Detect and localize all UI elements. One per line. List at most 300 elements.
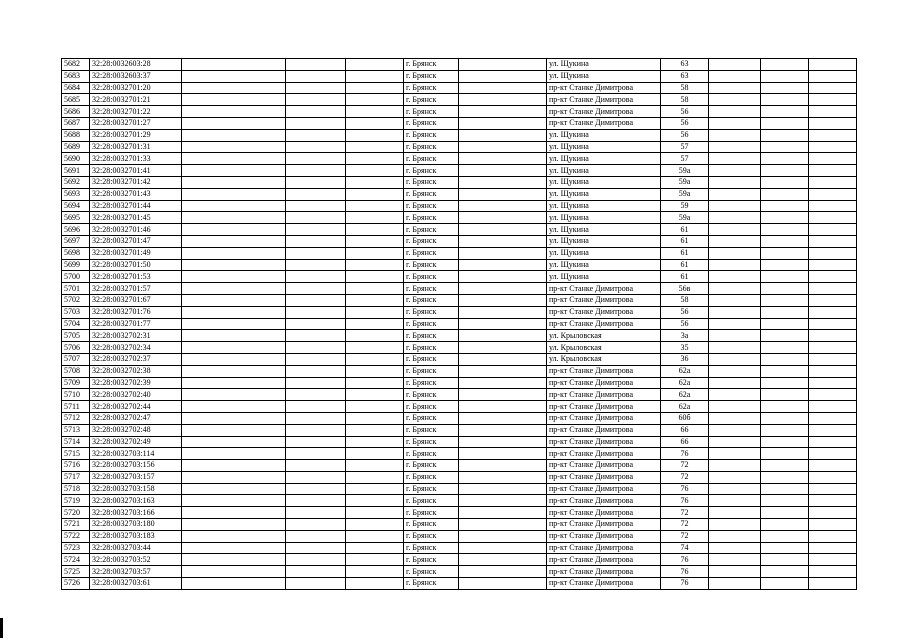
empty-cell xyxy=(809,436,857,448)
empty-cell xyxy=(286,106,346,118)
empty-cell xyxy=(761,247,809,259)
empty-cell xyxy=(761,330,809,342)
street-cell: пр-кт Станке Димитрова xyxy=(547,389,661,401)
empty-cell xyxy=(809,342,857,354)
empty-cell xyxy=(346,318,404,330)
table-row xyxy=(62,448,857,460)
row-number-cell: 5694 xyxy=(62,200,90,212)
empty-cell xyxy=(809,176,857,188)
empty-cell xyxy=(286,436,346,448)
empty-cell xyxy=(809,412,857,424)
empty-cell xyxy=(286,507,346,519)
city-cell: г. Брянск xyxy=(404,412,459,424)
house-number-cell: 36 xyxy=(661,353,709,365)
empty-cell xyxy=(182,460,286,472)
cadastral-number-cell: 32:28:0032703:180 xyxy=(90,519,182,531)
row-number-cell: 5689 xyxy=(62,141,90,153)
city-cell: г. Брянск xyxy=(404,342,459,354)
empty-cell xyxy=(761,365,809,377)
empty-cell xyxy=(182,235,286,247)
city-cell: г. Брянск xyxy=(404,82,459,94)
empty-cell xyxy=(182,212,286,224)
table-row xyxy=(62,141,857,153)
street-cell: ул. Щукина xyxy=(547,153,661,165)
row-number-cell: 5709 xyxy=(62,377,90,389)
cadastral-number-cell: 32:28:0032701:31 xyxy=(90,141,182,153)
empty-cell xyxy=(709,448,761,460)
empty-cell xyxy=(182,259,286,271)
cadastral-number-cell: 32:28:0032702:47 xyxy=(90,412,182,424)
table-row xyxy=(62,117,857,129)
house-number-cell: 56 xyxy=(661,117,709,129)
empty-cell xyxy=(346,471,404,483)
table-row xyxy=(62,483,857,495)
row-number-cell: 5722 xyxy=(62,530,90,542)
empty-cell xyxy=(761,342,809,354)
street-cell: пр-кт Станке Димитрова xyxy=(547,94,661,106)
empty-cell xyxy=(761,471,809,483)
empty-cell xyxy=(286,94,346,106)
house-number-cell: 61 xyxy=(661,259,709,271)
empty-cell xyxy=(709,401,761,413)
empty-cell xyxy=(709,377,761,389)
empty-cell xyxy=(459,106,547,118)
empty-cell xyxy=(709,424,761,436)
empty-cell xyxy=(286,495,346,507)
empty-cell xyxy=(761,412,809,424)
empty-cell xyxy=(709,471,761,483)
empty-cell xyxy=(709,129,761,141)
empty-cell xyxy=(346,495,404,507)
empty-cell xyxy=(709,188,761,200)
empty-cell xyxy=(346,188,404,200)
city-cell: г. Брянск xyxy=(404,448,459,460)
house-number-cell: 76 xyxy=(661,483,709,495)
empty-cell xyxy=(761,530,809,542)
city-cell: г. Брянск xyxy=(404,519,459,531)
empty-cell xyxy=(459,235,547,247)
cadastral-number-cell: 32:28:0032701:41 xyxy=(90,165,182,177)
empty-cell xyxy=(182,247,286,259)
empty-cell xyxy=(459,507,547,519)
city-cell: г. Брянск xyxy=(404,483,459,495)
street-cell: пр-кт Станке Димитрова xyxy=(547,436,661,448)
cadastral-number-cell: 32:28:0032603:37 xyxy=(90,70,182,82)
empty-cell xyxy=(809,353,857,365)
empty-cell xyxy=(346,59,404,71)
city-cell: г. Брянск xyxy=(404,165,459,177)
empty-cell xyxy=(709,247,761,259)
empty-cell xyxy=(182,294,286,306)
empty-cell xyxy=(182,188,286,200)
city-cell: г. Брянск xyxy=(404,212,459,224)
row-number-cell: 5682 xyxy=(62,59,90,71)
empty-cell xyxy=(809,235,857,247)
cadastral-number-cell: 32:28:0032702:39 xyxy=(90,377,182,389)
table-row xyxy=(62,554,857,566)
empty-cell xyxy=(459,271,547,283)
empty-cell xyxy=(809,365,857,377)
empty-cell xyxy=(809,247,857,259)
empty-cell xyxy=(459,176,547,188)
street-cell: пр-кт Станке Димитрова xyxy=(547,566,661,578)
empty-cell xyxy=(761,318,809,330)
table-row xyxy=(62,318,857,330)
empty-cell xyxy=(809,212,857,224)
empty-cell xyxy=(286,448,346,460)
house-number-cell: 56 xyxy=(661,306,709,318)
empty-cell xyxy=(346,165,404,177)
empty-cell xyxy=(459,200,547,212)
city-cell: г. Брянск xyxy=(404,365,459,377)
empty-cell xyxy=(809,566,857,578)
empty-cell xyxy=(709,342,761,354)
empty-cell xyxy=(809,448,857,460)
house-number-cell: 62а xyxy=(661,377,709,389)
empty-cell xyxy=(709,117,761,129)
cadastral-number-cell: 32:28:0032703:57 xyxy=(90,566,182,578)
empty-cell xyxy=(809,542,857,554)
row-number-cell: 5717 xyxy=(62,471,90,483)
empty-cell xyxy=(346,330,404,342)
cadastral-number-cell: 32:28:0032603:28 xyxy=(90,59,182,71)
street-cell: ул. Щукина xyxy=(547,200,661,212)
empty-cell xyxy=(346,259,404,271)
table-row xyxy=(62,212,857,224)
cadastral-number-cell: 32:28:0032701:45 xyxy=(90,212,182,224)
cadastral-number-cell: 32:28:0032701:42 xyxy=(90,176,182,188)
empty-cell xyxy=(761,235,809,247)
empty-cell xyxy=(182,507,286,519)
empty-cell xyxy=(182,165,286,177)
city-cell: г. Брянск xyxy=(404,401,459,413)
table-row xyxy=(62,165,857,177)
cadastral-number-cell: 32:28:0032703:163 xyxy=(90,495,182,507)
empty-cell xyxy=(709,59,761,71)
city-cell: г. Брянск xyxy=(404,129,459,141)
empty-cell xyxy=(182,70,286,82)
empty-cell xyxy=(286,200,346,212)
city-cell: г. Брянск xyxy=(404,306,459,318)
empty-cell xyxy=(761,306,809,318)
street-cell: пр-кт Станке Димитрова xyxy=(547,460,661,472)
cadastral-number-cell: 32:28:0032703:44 xyxy=(90,542,182,554)
empty-cell xyxy=(709,141,761,153)
house-number-cell: 56 xyxy=(661,318,709,330)
empty-cell xyxy=(286,424,346,436)
empty-cell xyxy=(286,224,346,236)
street-cell: пр-кт Станке Димитрова xyxy=(547,483,661,495)
empty-cell xyxy=(182,82,286,94)
empty-cell xyxy=(709,82,761,94)
cadastral-number-cell: 32:28:0032702:44 xyxy=(90,401,182,413)
empty-cell xyxy=(761,554,809,566)
empty-cell xyxy=(459,365,547,377)
empty-cell xyxy=(286,306,346,318)
table-row xyxy=(62,566,857,578)
empty-cell xyxy=(809,483,857,495)
empty-cell xyxy=(761,59,809,71)
empty-cell xyxy=(286,59,346,71)
empty-cell xyxy=(459,566,547,578)
row-number-cell: 5687 xyxy=(62,117,90,129)
empty-cell xyxy=(286,283,346,295)
street-cell: пр-кт Станке Димитрова xyxy=(547,424,661,436)
city-cell: г. Брянск xyxy=(404,176,459,188)
table-row xyxy=(62,106,857,118)
empty-cell xyxy=(182,271,286,283)
table-row xyxy=(62,519,857,531)
empty-cell xyxy=(709,318,761,330)
row-number-cell: 5726 xyxy=(62,578,90,590)
empty-cell xyxy=(182,483,286,495)
table-row xyxy=(62,94,857,106)
empty-cell xyxy=(346,212,404,224)
empty-cell xyxy=(709,554,761,566)
row-number-cell: 5725 xyxy=(62,566,90,578)
empty-cell xyxy=(459,483,547,495)
table-row xyxy=(62,330,857,342)
street-cell: ул. Щукина xyxy=(547,259,661,271)
empty-cell xyxy=(459,259,547,271)
street-cell: ул. Щукина xyxy=(547,176,661,188)
empty-cell xyxy=(286,365,346,377)
street-cell: ул. Щукина xyxy=(547,141,661,153)
empty-cell xyxy=(761,353,809,365)
house-number-cell: 56 xyxy=(661,129,709,141)
house-number-cell: 66 xyxy=(661,436,709,448)
table-row xyxy=(62,129,857,141)
empty-cell xyxy=(286,82,346,94)
empty-cell xyxy=(459,117,547,129)
house-number-cell: 63 xyxy=(661,70,709,82)
cadastral-number-cell: 32:28:0032701:33 xyxy=(90,153,182,165)
empty-cell xyxy=(182,542,286,554)
empty-cell xyxy=(459,283,547,295)
city-cell: г. Брянск xyxy=(404,507,459,519)
empty-cell xyxy=(809,283,857,295)
row-number-cell: 5683 xyxy=(62,70,90,82)
empty-cell xyxy=(346,389,404,401)
empty-cell xyxy=(761,495,809,507)
cadastral-number-cell: 32:28:0032702:49 xyxy=(90,436,182,448)
empty-cell xyxy=(709,106,761,118)
street-cell: пр-кт Станке Димитрова xyxy=(547,365,661,377)
empty-cell xyxy=(182,377,286,389)
row-number-cell: 5718 xyxy=(62,483,90,495)
city-cell: г. Брянск xyxy=(404,554,459,566)
empty-cell xyxy=(286,519,346,531)
empty-cell xyxy=(761,212,809,224)
empty-cell xyxy=(459,377,547,389)
empty-cell xyxy=(761,259,809,271)
street-cell: пр-кт Станке Димитрова xyxy=(547,294,661,306)
empty-cell xyxy=(459,318,547,330)
city-cell: г. Брянск xyxy=(404,283,459,295)
house-number-cell: 57 xyxy=(661,141,709,153)
row-number-cell: 5686 xyxy=(62,106,90,118)
cadastral-number-cell: 32:28:0032701:49 xyxy=(90,247,182,259)
cadastral-number-cell: 32:28:0032701:29 xyxy=(90,129,182,141)
empty-cell xyxy=(809,578,857,590)
empty-cell xyxy=(709,176,761,188)
row-number-cell: 5721 xyxy=(62,519,90,531)
street-cell: пр-кт Станке Димитрова xyxy=(547,401,661,413)
city-cell: г. Брянск xyxy=(404,578,459,590)
empty-cell xyxy=(286,342,346,354)
empty-cell xyxy=(709,542,761,554)
empty-cell xyxy=(761,483,809,495)
street-cell: ул. Щукина xyxy=(547,59,661,71)
street-cell: пр-кт Станке Димитрова xyxy=(547,377,661,389)
empty-cell xyxy=(346,483,404,495)
house-number-cell: 59 xyxy=(661,200,709,212)
empty-cell xyxy=(182,224,286,236)
empty-cell xyxy=(761,542,809,554)
empty-cell xyxy=(809,94,857,106)
street-cell: ул. Щукина xyxy=(547,188,661,200)
city-cell: г. Брянск xyxy=(404,94,459,106)
street-cell: ул. Крыловская xyxy=(547,353,661,365)
cadastral-number-cell: 32:28:0032703:166 xyxy=(90,507,182,519)
row-number-cell: 5702 xyxy=(62,294,90,306)
table-row xyxy=(62,424,857,436)
city-cell: г. Брянск xyxy=(404,259,459,271)
empty-cell xyxy=(286,542,346,554)
street-cell: пр-кт Станке Димитрова xyxy=(547,530,661,542)
cadastral-number-cell: 32:28:0032702:31 xyxy=(90,330,182,342)
empty-cell xyxy=(286,566,346,578)
table-row xyxy=(62,389,857,401)
empty-cell xyxy=(761,70,809,82)
table-body xyxy=(62,59,857,590)
row-number-cell: 5715 xyxy=(62,448,90,460)
empty-cell xyxy=(459,129,547,141)
empty-cell xyxy=(346,283,404,295)
empty-cell xyxy=(459,519,547,531)
street-cell: ул. Щукина xyxy=(547,235,661,247)
empty-cell xyxy=(761,294,809,306)
house-number-cell: 59а xyxy=(661,188,709,200)
empty-cell xyxy=(809,306,857,318)
empty-cell xyxy=(182,129,286,141)
empty-cell xyxy=(286,271,346,283)
city-cell: г. Брянск xyxy=(404,141,459,153)
empty-cell xyxy=(182,106,286,118)
empty-cell xyxy=(286,259,346,271)
street-cell: пр-кт Станке Димитрова xyxy=(547,306,661,318)
empty-cell xyxy=(809,82,857,94)
empty-cell xyxy=(709,530,761,542)
house-number-cell: 3а xyxy=(661,330,709,342)
empty-cell xyxy=(286,165,346,177)
empty-cell xyxy=(809,377,857,389)
cadastral-number-cell: 32:28:0032703:114 xyxy=(90,448,182,460)
empty-cell xyxy=(709,483,761,495)
cadastral-number-cell: 32:28:0032702:37 xyxy=(90,353,182,365)
cadastral-number-cell: 32:28:0032703:52 xyxy=(90,554,182,566)
empty-cell xyxy=(709,306,761,318)
empty-cell xyxy=(459,448,547,460)
city-cell: г. Брянск xyxy=(404,106,459,118)
empty-cell xyxy=(459,424,547,436)
empty-cell xyxy=(182,448,286,460)
street-cell: пр-кт Станке Димитрова xyxy=(547,542,661,554)
empty-cell xyxy=(182,59,286,71)
empty-cell xyxy=(809,59,857,71)
empty-cell xyxy=(286,460,346,472)
house-number-cell: 76 xyxy=(661,448,709,460)
row-number-cell: 5707 xyxy=(62,353,90,365)
empty-cell xyxy=(809,117,857,129)
scan-edge-mark xyxy=(0,618,3,638)
cadastral-number-cell: 32:28:0032701:20 xyxy=(90,82,182,94)
city-cell: г. Брянск xyxy=(404,224,459,236)
row-number-cell: 5685 xyxy=(62,94,90,106)
empty-cell xyxy=(459,542,547,554)
empty-cell xyxy=(761,200,809,212)
empty-cell xyxy=(286,353,346,365)
empty-cell xyxy=(761,578,809,590)
street-cell: ул. Щукина xyxy=(547,165,661,177)
empty-cell xyxy=(346,94,404,106)
empty-cell xyxy=(809,224,857,236)
city-cell: г. Брянск xyxy=(404,424,459,436)
table-row xyxy=(62,271,857,283)
table-row xyxy=(62,365,857,377)
empty-cell xyxy=(459,342,547,354)
empty-cell xyxy=(346,353,404,365)
empty-cell xyxy=(809,507,857,519)
empty-cell xyxy=(809,70,857,82)
empty-cell xyxy=(709,212,761,224)
city-cell: г. Брянск xyxy=(404,271,459,283)
empty-cell xyxy=(761,106,809,118)
row-number-cell: 5684 xyxy=(62,82,90,94)
city-cell: г. Брянск xyxy=(404,471,459,483)
street-cell: пр-кт Станке Димитрова xyxy=(547,495,661,507)
empty-cell xyxy=(459,306,547,318)
city-cell: г. Брянск xyxy=(404,330,459,342)
row-number-cell: 5723 xyxy=(62,542,90,554)
empty-cell xyxy=(809,519,857,531)
empty-cell xyxy=(709,235,761,247)
city-cell: г. Брянск xyxy=(404,495,459,507)
empty-cell xyxy=(346,519,404,531)
empty-cell xyxy=(286,318,346,330)
city-cell: г. Брянск xyxy=(404,566,459,578)
empty-cell xyxy=(182,353,286,365)
city-cell: г. Брянск xyxy=(404,59,459,71)
empty-cell xyxy=(346,153,404,165)
row-number-cell: 5701 xyxy=(62,283,90,295)
empty-cell xyxy=(459,294,547,306)
empty-cell xyxy=(459,353,547,365)
empty-cell xyxy=(761,377,809,389)
house-number-cell: 61 xyxy=(661,271,709,283)
empty-cell xyxy=(286,412,346,424)
city-cell: г. Брянск xyxy=(404,530,459,542)
house-number-cell: 72 xyxy=(661,519,709,531)
empty-cell xyxy=(182,342,286,354)
empty-cell xyxy=(459,212,547,224)
house-number-cell: 72 xyxy=(661,471,709,483)
street-cell: ул. Щукина xyxy=(547,224,661,236)
table-row xyxy=(62,342,857,354)
empty-cell xyxy=(286,377,346,389)
empty-cell xyxy=(709,460,761,472)
empty-cell xyxy=(182,566,286,578)
